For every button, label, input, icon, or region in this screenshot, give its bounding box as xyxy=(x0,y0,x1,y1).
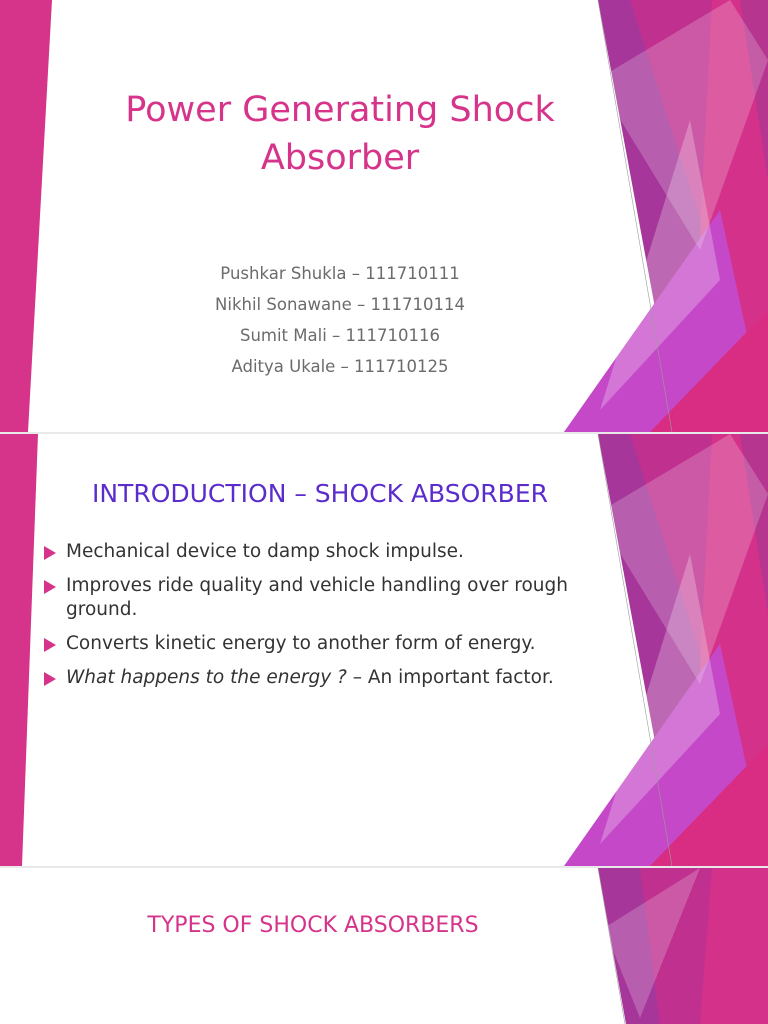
arrow-bullet-icon xyxy=(44,638,56,652)
arrow-bullet-icon xyxy=(44,580,56,594)
types-slide xyxy=(0,868,768,1024)
bullet-text: Converts kinetic energy to another form of energy. xyxy=(66,633,536,654)
arrow-bullet-icon xyxy=(44,672,56,686)
bullet-item xyxy=(44,632,590,656)
bullet-item xyxy=(44,540,590,564)
bullet-text: Mechanical device to damp shock impulse. xyxy=(66,541,464,562)
author-line: Pushkar Shukla – 111710111 xyxy=(220,264,460,283)
bullet-item xyxy=(44,574,590,622)
bullet-item xyxy=(44,666,590,690)
bullet-text: Improves ride quality and vehicle handling over rough ground. xyxy=(66,575,568,620)
arrow-bullet-icon xyxy=(44,546,56,560)
bullet-text: – An important factor. xyxy=(346,667,554,688)
title-slide xyxy=(0,0,768,432)
slide-title: INTRODUCTION – SHOCK ABSORBER xyxy=(91,479,548,508)
author-line: Nikhil Sonawane – 111710114 xyxy=(215,295,465,314)
slide-title: TYPES OF SHOCK ABSORBERS xyxy=(147,913,479,938)
bullet-list xyxy=(44,540,590,700)
author-list xyxy=(140,258,540,382)
slide-title: Power Generating Shock Absorber xyxy=(125,90,555,178)
author-line: Sumit Mali – 111710116 xyxy=(239,326,441,345)
bullet-italic-text: What happens to the energy ? xyxy=(66,667,347,688)
introduction-slide xyxy=(0,434,768,866)
decorative-triangles xyxy=(0,868,768,1024)
author-line: Aditya Ukale – 111710125 xyxy=(231,357,449,376)
